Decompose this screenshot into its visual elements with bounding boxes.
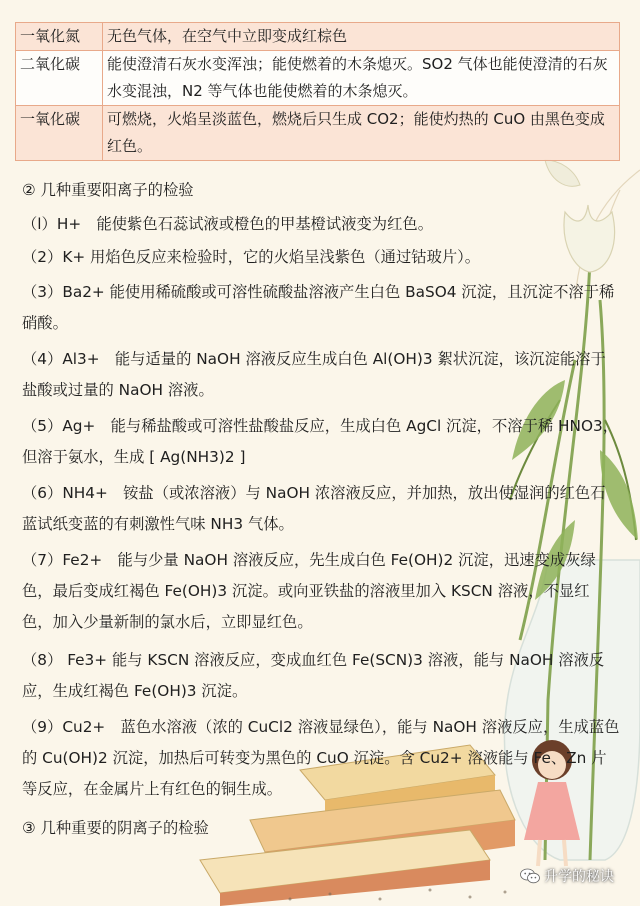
gas-identification-table (15, 22, 620, 161)
watermark (520, 866, 614, 886)
cation-paragraph: （3）Ba2+ 能使用稀硫酸或可溶性硫酸盐溶液产生白色 BaSO4 沉淀，且沉淀不溶于稀硝酸。 (22, 283, 615, 332)
cation-paragraph: （6）NH4+ 铵盐（或浓溶液）与 NaOH 浓溶液反应，并加热，放出使湿润的红色石蓝试纸变蓝的有刺激性气味 NH3 气体。 (22, 484, 606, 533)
gas-description-cell: 可燃烧，火焰呈淡蓝色，燃烧后只生成 CO2；能使灼热的 CuO 由黑色变成红色。 (103, 106, 620, 161)
watermark-text: 升学的秘诀 (544, 869, 614, 885)
gas-name-cell: 一氧化氮 (16, 23, 103, 51)
table-row (16, 106, 620, 161)
section-heading-anions: ③ 几种重要的阴离子的检验 (22, 819, 209, 837)
cation-paragraph: （5）Ag+ 能与稀盐酸或可溶性盐酸盐反应，生成白色 AgCl 沉淀，不溶于稀 HNO3，但溶于氨水，生成 [ Ag(NH3)2 ] (22, 417, 619, 466)
cation-paragraph: （7）Fe2+ 能与少量 NaOH 溶液反应，先生成白色 Fe(OH)2 沉淀，迅速变成灰绿色，最后变成红褐色 Fe(OH)3 沉淀。或向亚铁盐的溶液里加入 KSCN 溶液，不显红色，加入少量新制的氯水后，立即显红色。 (22, 551, 596, 631)
wechat-icon (520, 868, 540, 884)
cation-paragraph: （9）Cu2+ 蓝色水溶液（浓的 CuCl2 溶液显绿色），能与 NaOH 溶液反应，生成蓝色的 Cu(OH)2 沉淀，加热后可转变为黑色的 CuO 沉淀。含 Cu2+ 溶液能与 Fe、Zn 片等反应，在金属片上有红色的铜生成。 (22, 718, 620, 798)
cation-paragraph: （4）Al3+ 能与适量的 NaOH 溶液反应生成白色 Al(OH)3 絮状沉淀，该沉淀能溶于盐酸或过量的 NaOH 溶液。 (22, 350, 606, 399)
cation-paragraph: （2）K+ 用焰色反应来检验时，它的火焰呈浅紫色（通过钴玻片）。 (22, 248, 481, 266)
gas-description-cell: 能使澄清石灰水变浑浊；能使燃着的木条熄灭。SO2 气体也能使澄清的石灰水变混浊，N2 等气体也能使燃着的木条熄灭。 (103, 51, 620, 106)
table-row (16, 51, 620, 106)
gas-name-cell: 一氧化碳 (16, 106, 103, 161)
gas-name-cell: 二氧化碳 (16, 51, 103, 106)
section-heading-cations: ② 几种重要阳离子的检验 (22, 181, 194, 199)
cation-paragraph: （l）H+ 能使紫色石蕊试液或橙色的甲基橙试液变为红色。 (22, 215, 433, 233)
cation-paragraph: （8） Fe3+ 能与 KSCN 溶液反应，变成血红色 Fe(SCN)3 溶液，能与 NaOH 溶液反应，生成红褐色 Fe(OH)3 沉淀。 (22, 651, 605, 700)
gas-description-cell: 无色气体，在空气中立即变成红棕色 (103, 23, 620, 51)
table-row (16, 23, 620, 51)
